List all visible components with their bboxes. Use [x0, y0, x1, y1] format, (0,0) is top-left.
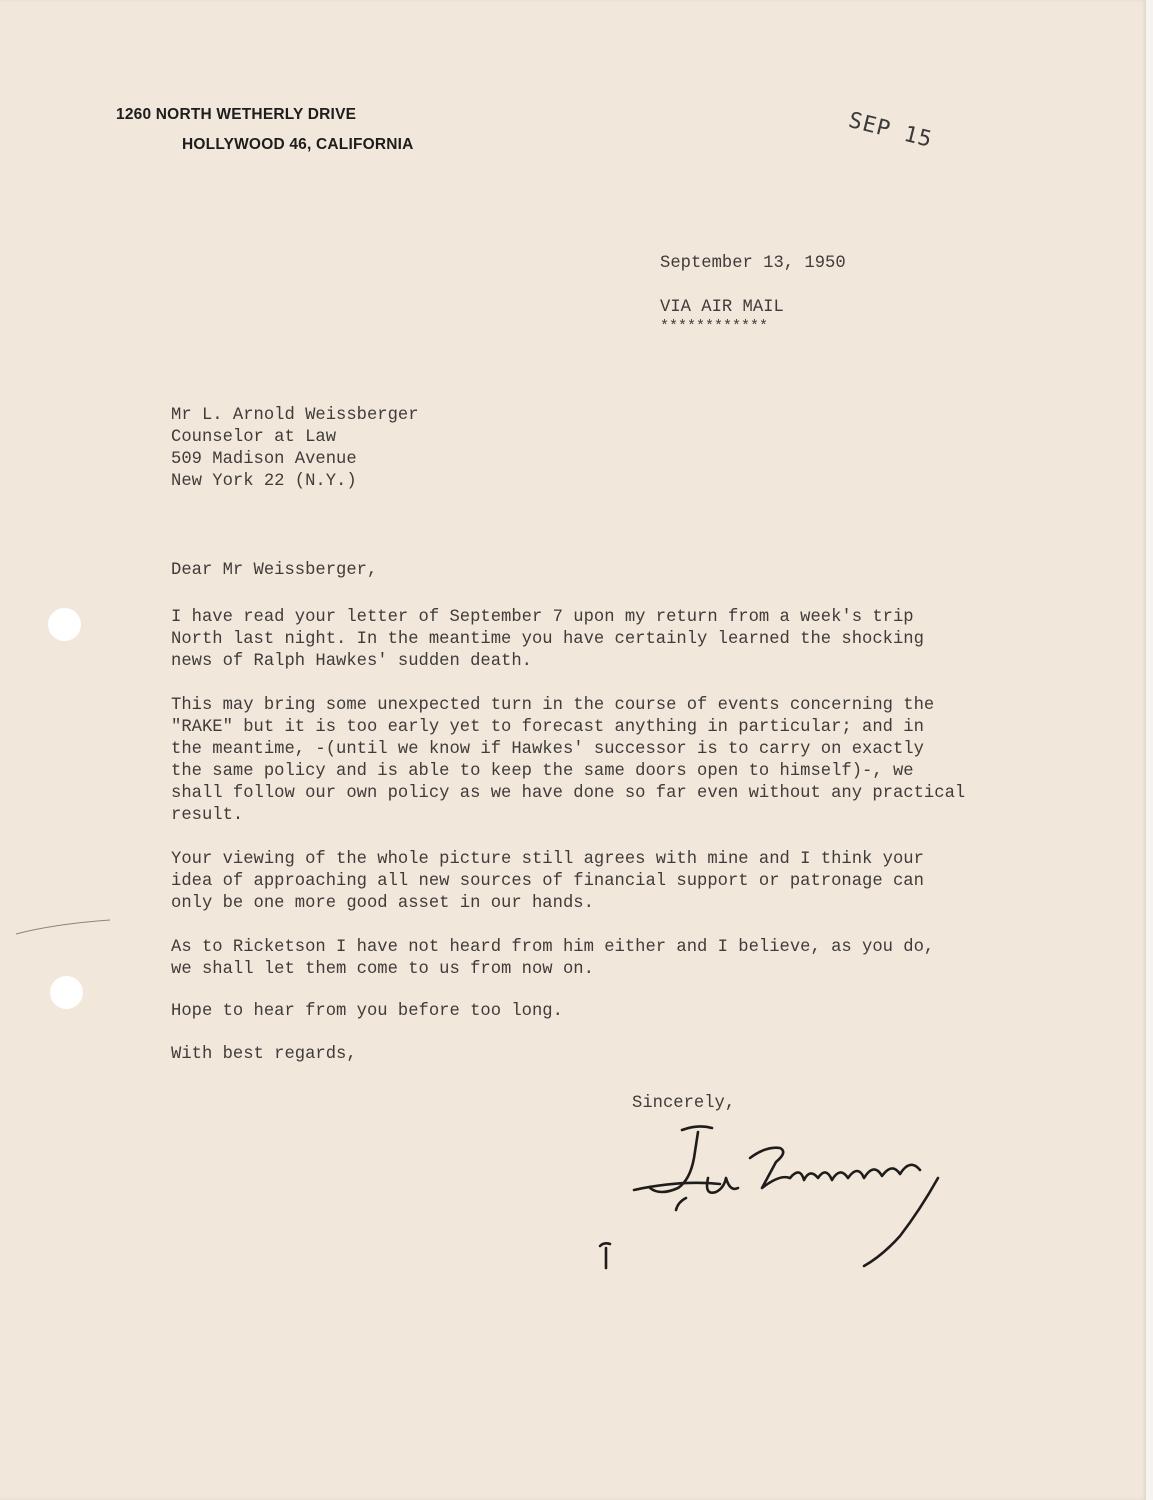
body-paragraph-4 — [171, 937, 934, 981]
letterhead-street: 1260 NORTH WETHERLY DRIVE — [116, 106, 357, 123]
body-line: North last night. In the meantime you have certainly learned the shocking — [171, 630, 924, 649]
punch-hole-top — [48, 608, 81, 641]
body-line: the same policy and is able to keep the same doors open to himself)-, we — [171, 762, 914, 781]
handwritten-signature — [590, 1118, 970, 1278]
closing: With best regards, — [171, 1045, 357, 1064]
received-date-stamp: SEP 15 — [845, 108, 935, 153]
recipient-line: 509 Madison Avenue — [171, 450, 357, 469]
body-paragraph-3 — [171, 849, 924, 915]
body-line: This may bring some unexpected turn in the course of events concerning the — [171, 696, 935, 715]
body-line: result. — [171, 806, 244, 825]
margin-pencil-mark — [14, 918, 114, 938]
body-line: Your viewing of the whole picture still agrees with mine and I think your — [171, 850, 924, 869]
delivery-underline: ************ — [660, 318, 769, 335]
punch-hole-bottom — [50, 976, 83, 1009]
body-line: shall follow our own policy as we have done so far even without any practical — [171, 784, 966, 803]
body-line: idea of approaching all new sources of financial support or patronage can — [171, 872, 924, 891]
letter-date: September 13, 1950 — [660, 254, 846, 273]
body-paragraph-1 — [171, 607, 924, 673]
body-line: As to Ricketson I have not heard from him either and I believe, as you do, — [171, 938, 935, 957]
valediction: Sincerely, — [632, 1094, 736, 1113]
body-line: the meantime, -(until we know if Hawkes' successor is to carry on exactly — [171, 740, 924, 759]
body-line: Hope to hear from you before too long. — [171, 1002, 563, 1021]
body-line: news of Ralph Hawkes' sudden death. — [171, 652, 532, 671]
body-paragraph-5 — [171, 1001, 563, 1023]
delivery-method: VIA AIR MAIL — [660, 298, 784, 317]
recipient-address — [171, 405, 419, 493]
recipient-line: New York 22 (N.Y.) — [171, 472, 357, 491]
letterhead-city: HOLLYWOOD 46, CALIFORNIA — [182, 136, 414, 153]
body-line: I have read your letter of September 7 upon my return from a week's trip — [171, 608, 914, 627]
body-line: we shall let them come to us from now on. — [171, 960, 594, 979]
recipient-line: Counselor at Law — [171, 428, 337, 447]
salutation: Dear Mr Weissberger, — [171, 561, 378, 580]
body-paragraph-2 — [171, 695, 965, 827]
body-line: "RAKE" but it is too early yet to forecast anything in particular; and in — [171, 718, 924, 737]
body-line: only be one more good asset in our hands. — [171, 894, 594, 913]
recipient-line: Mr L. Arnold Weissberger — [171, 406, 419, 425]
